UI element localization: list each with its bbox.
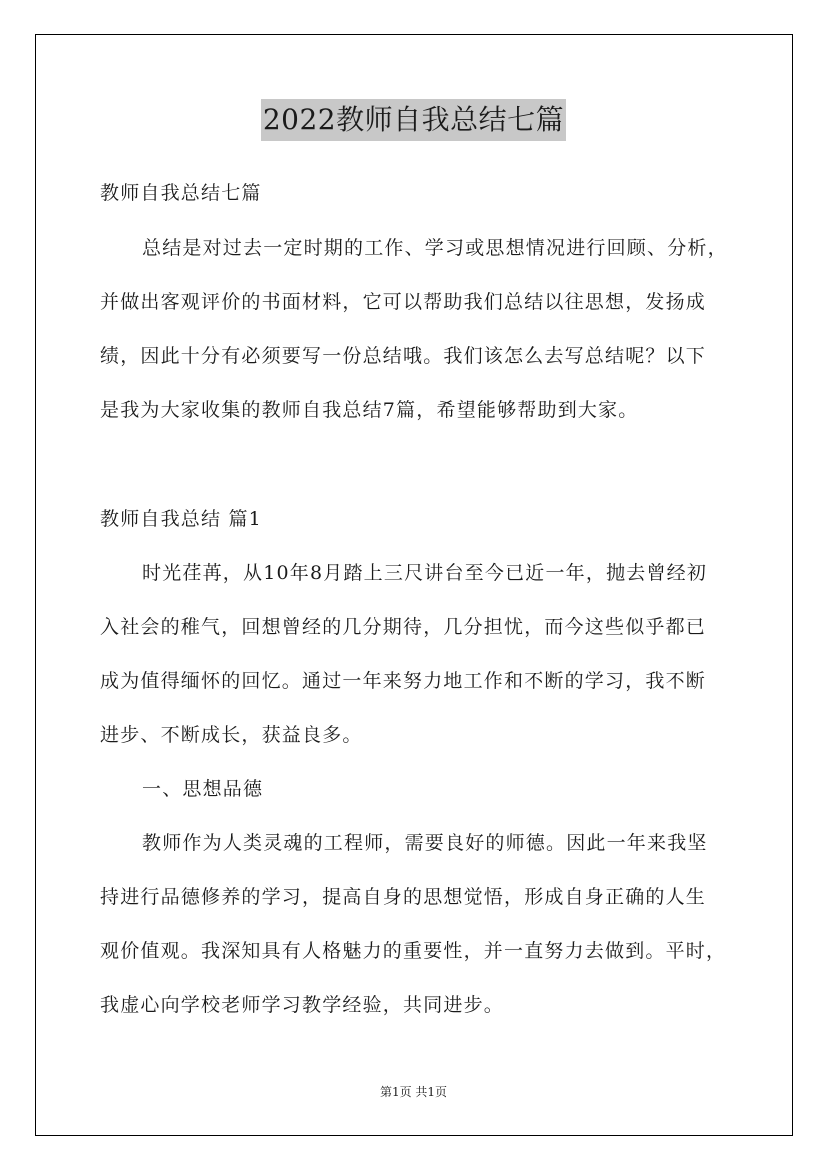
page-number: 第1页 共1页 xyxy=(379,1085,448,1099)
paragraph-line: 进步、不断成长，获益良多。 xyxy=(100,724,363,746)
intro-line-2: 并做出客观评价的书面材料，它可以帮助我们总结以往思想，发扬成 xyxy=(100,291,707,313)
title-container xyxy=(0,99,827,141)
intro-line-3: 绩，因此十分有必须要写一份总结哦。我们该怎么去写总结呢？以下 xyxy=(100,345,707,367)
paragraph-line: 我虚心向学校老师学习教学经验，共同进步。 xyxy=(100,994,505,1016)
subheading-ideology: 一、思想品德 xyxy=(142,778,264,800)
paragraph-line: 教师作为人类灵魂的工程师，需要良好的师德。因此一年来我坚 xyxy=(142,832,708,854)
intro-line-1: 总结是对过去一定时期的工作、学习或思想情况进行回顾、分析， xyxy=(142,237,728,259)
document-title: 2022教师自我总结七篇 xyxy=(261,99,566,141)
paragraph-line: 成为值得缅怀的回忆。通过一年来努力地工作和不断的学习，我不断 xyxy=(100,670,707,692)
paragraph-line: 持进行品德修养的学习，提高自身的思想觉悟，形成自身正确的人生 xyxy=(100,886,707,908)
paragraph-line: 时光荏苒，从10年8月踏上三尺讲台至今已近一年，抛去曾经初 xyxy=(142,562,708,584)
section-heading: 教师自我总结 篇1 xyxy=(100,508,262,530)
paragraph-line: 入社会的稚气，回想曾经的几分期待，几分担忧，而今这些似乎都已 xyxy=(100,616,707,638)
intro-line-4: 是我为大家收集的教师自我总结7篇，希望能够帮助到大家。 xyxy=(100,399,639,421)
document-subtitle: 教师自我总结七篇 xyxy=(100,182,262,204)
paragraph-line: 观价值观。我深知具有人格魅力的重要性，并一直努力去做到。平时， xyxy=(100,940,727,962)
